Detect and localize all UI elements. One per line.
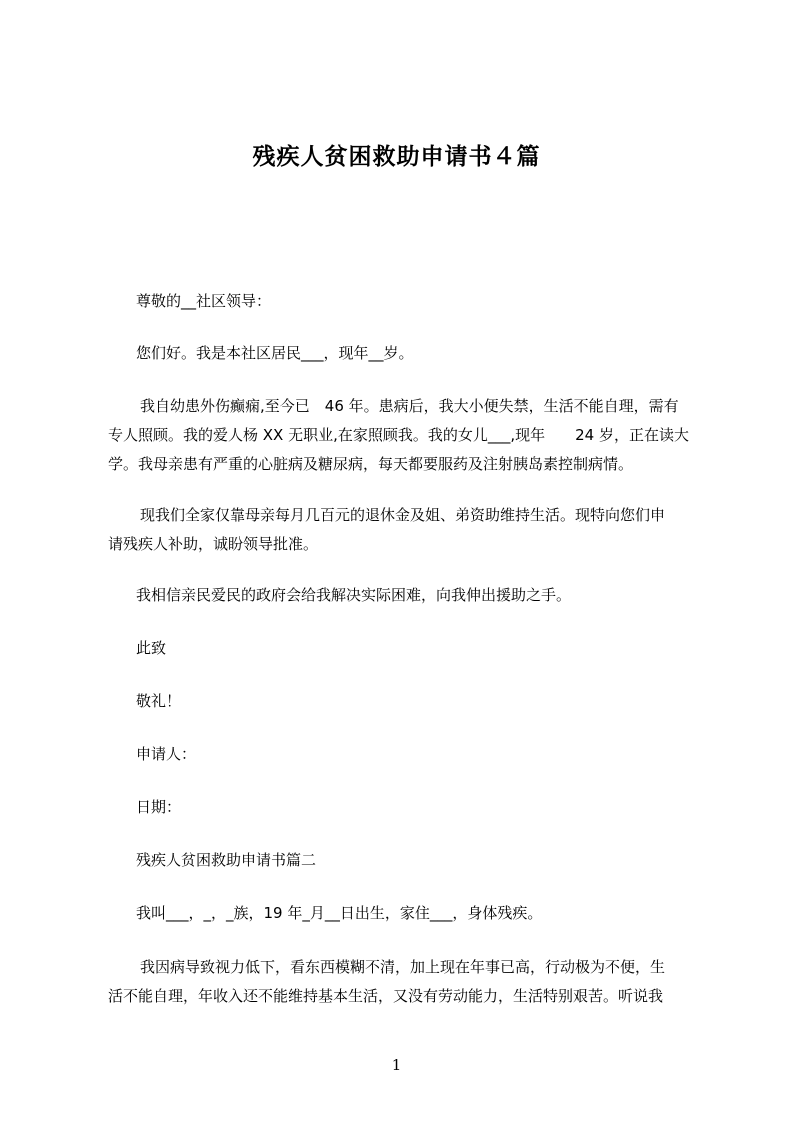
- paragraph-2-line-2: 请残疾人补助，诚盼领导批准。: [108, 535, 319, 553]
- greeting-line: 您们好。我是本社区居民___，现年__岁。: [136, 344, 414, 362]
- paragraph-3-line: 我相信亲民爱民的政府会给我解决实际困难，向我伸出援助之手。: [136, 586, 572, 604]
- section-2-heading: 残疾人贫困救助申请书篇二: [136, 851, 317, 869]
- paragraph-2-line-1: 现我们全家仅靠母亲每月几百元的退休金及姐、弟资助维持生活。现特向您们申: [140, 506, 666, 524]
- date-line: 日期：: [136, 798, 182, 816]
- salutation-line: 尊敬的__社区领导：: [136, 292, 272, 310]
- paragraph-1-line-1: 我自幼患外伤癫痫,至今已 46 年。患病后，我大小便失禁，生活不能自理，需有: [140, 397, 679, 415]
- section-2-intro-line: 我叫___，_，_族，19 年_月__日出生，家住___，身体残疾。: [136, 904, 543, 922]
- applicant-line: 申请人：: [136, 745, 197, 763]
- regards-line: 敬礼！: [136, 692, 182, 710]
- page-number: 1: [391, 1056, 402, 1074]
- closing-line: 此致: [136, 639, 167, 657]
- document-title: 残疾人贫困救助申请书４篇: [252, 144, 541, 170]
- paragraph-1-line-2: 专人照顾。我的爱人杨 XX 无职业,在家照顾我。我的女儿___,现年 24 岁，正在读大: [108, 426, 689, 444]
- section-2-paragraph-line-1: 我因病导致视力低下，看东西模糊不清，加上现在年事已高，行动极为不便，生: [140, 958, 666, 976]
- paragraph-1-line-3: 学。我母亲患有严重的心脏病及糖尿病，每天都要服药及注射胰岛素控制病情。: [108, 455, 634, 473]
- section-2-paragraph-line-2: 活不能自理，年收入还不能维持基本生活，又没有劳动能力，生活特别艰苦。听说我: [108, 987, 664, 1005]
